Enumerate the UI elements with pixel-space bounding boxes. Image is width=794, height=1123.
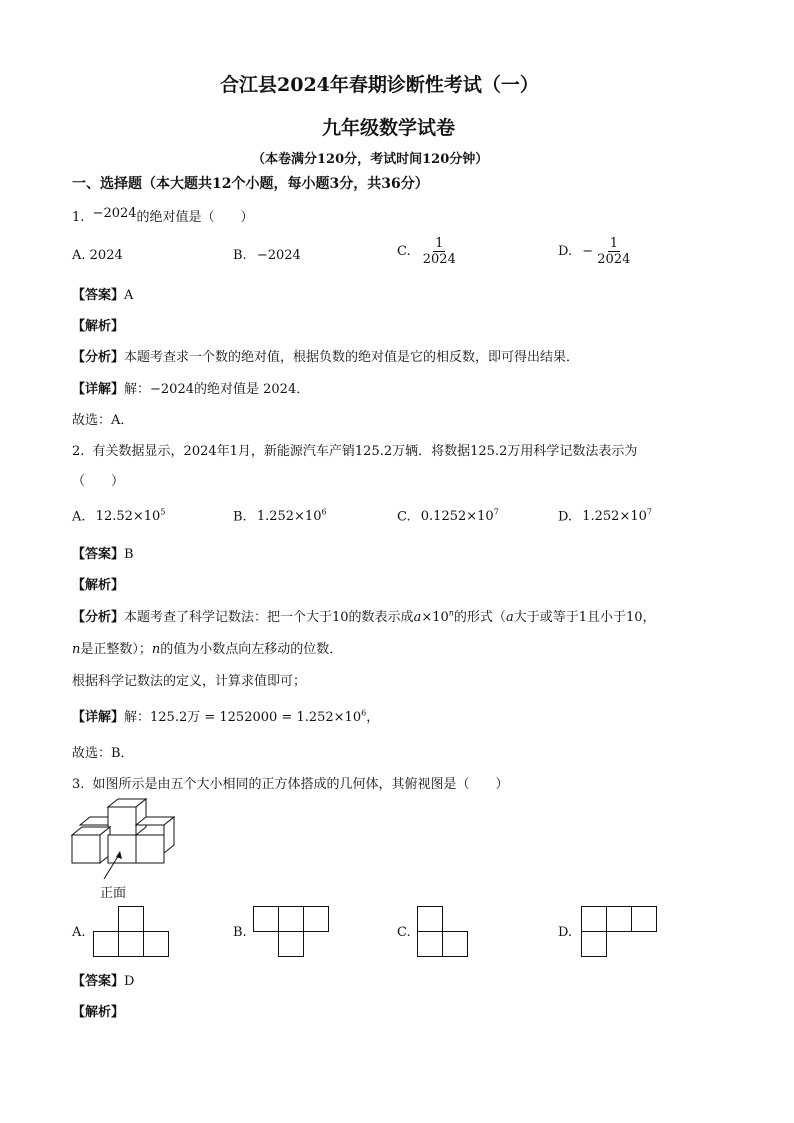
q3-figure-label: 正面 — [100, 886, 127, 901]
q2-number: 2. — [72, 444, 85, 459]
q2-option-a — [72, 508, 165, 524]
q1-option-b-label: B. — [233, 248, 247, 263]
q1-analysis-tag: 【解析】 — [72, 319, 125, 334]
q2-fenxi-line2 — [72, 638, 342, 657]
q3-option-d-label: D. — [558, 925, 573, 940]
q1-option-d-sign: − — [582, 244, 594, 259]
var-a: a — [413, 610, 422, 625]
xiangjie-tag: 【详解】 — [72, 382, 125, 397]
fenxi-text-2: 的形式（ — [453, 610, 506, 625]
answer-value: B — [124, 547, 134, 562]
q1-option-d-fraction — [597, 236, 630, 267]
q3-option-a-figure — [92, 906, 172, 958]
q1-option-a: A. 2024 — [72, 248, 123, 263]
q1-fenxi — [72, 346, 579, 365]
sci-base: 1.252×10 — [582, 509, 647, 525]
answer-tag: 【答案】 — [72, 288, 125, 303]
section-heading: 一、选择题（本大题共12个小题，每小题3分，共36分） — [72, 176, 429, 192]
q2-fenxi — [72, 606, 656, 625]
q3-stem — [72, 773, 509, 792]
q3-option-b-label: B. — [233, 925, 247, 940]
q3-stem-text: 如图所示是由五个大小相同的正方体搭成的几何体，其俯视图是（ ） — [92, 777, 509, 792]
exam-subtitle: 九年级数学试卷 — [322, 117, 456, 139]
sci-exponent: 6 — [361, 708, 367, 718]
q2-answer — [72, 543, 134, 562]
q1-option-c — [397, 236, 456, 267]
q2-option-b — [233, 508, 327, 524]
q2-option-d-label: D. — [558, 509, 573, 525]
sci-exponent: 7 — [646, 508, 652, 517]
fenxi-text-3: 大于或等于1且小于10， — [513, 610, 656, 625]
q3-number: 3. — [72, 777, 85, 792]
q3-analysis-tag: 【解析】 — [72, 1005, 125, 1020]
answer-value: A — [124, 288, 134, 303]
q2-option-a-value — [96, 509, 166, 524]
q3-option-d-figure — [580, 906, 660, 958]
sci-base: 0.1252×10 — [420, 509, 494, 525]
fraction-numerator: 1 — [435, 236, 444, 251]
q1-option-b-value: −2024 — [256, 248, 301, 263]
q2-choice: 故选：B． — [72, 746, 134, 761]
q2-xiangjie — [72, 706, 379, 725]
var-a: a — [505, 610, 514, 625]
xiangjie-text: 解：125.2万 = 1252000 = 1.252×10 — [124, 710, 362, 725]
q2-analysis-tag: 【解析】 — [72, 578, 125, 593]
exam-title: 合江县2024年春期诊断性考试（一） — [220, 74, 539, 96]
fenxi-line2-a: 是正整数）； — [80, 642, 152, 657]
var-n: n — [151, 642, 161, 657]
answer-tag: 【答案】 — [72, 547, 125, 562]
q2-option-b-label: B. — [233, 509, 247, 525]
times-ten: ×10 — [421, 610, 449, 625]
q1-option-c-label: C. — [397, 244, 411, 259]
q2-option-b-value — [257, 509, 327, 524]
q2-option-a-label: A. — [72, 509, 86, 525]
q1-number: 1. — [72, 210, 85, 225]
q2-option-d — [558, 508, 652, 524]
q1-option-c-fraction — [423, 236, 456, 267]
q2-option-c-value — [421, 509, 499, 524]
sci-exponent: 5 — [160, 508, 166, 517]
q2-stem — [72, 440, 637, 459]
fraction-denominator: 2024 — [597, 252, 631, 267]
q1-choice: 故选：A． — [72, 413, 134, 428]
q2-stem-text: 有关数据显示，2024年1月，新能源汽车产销125.2万辆．将数据125.2万用科学记数法表示为 — [92, 444, 638, 459]
sci-exponent: 6 — [321, 508, 327, 517]
q1-option-b — [233, 248, 301, 263]
q3-answer — [72, 970, 134, 989]
exam-note: （本卷满分120分，考试时间120分钟） — [252, 152, 489, 167]
q1-xiangjie — [72, 378, 309, 397]
q1-answer — [72, 284, 133, 303]
fenxi-text: 本题考查了科学记数法：把一个大于10的数表示成 — [124, 610, 414, 625]
answer-tag: 【答案】 — [72, 974, 125, 989]
q3-option-c-figure — [416, 906, 472, 958]
q2-stem-paren: （ ） — [72, 474, 125, 489]
xiangjie-tag: 【详解】 — [72, 710, 125, 725]
var-n-exponent: n — [448, 608, 454, 618]
sci-exponent: 7 — [493, 508, 499, 517]
fraction-denominator: 2024 — [422, 252, 456, 267]
q1-option-d-label: D. — [558, 244, 573, 259]
q1-expr: −2024 — [92, 206, 137, 221]
q2-option-c — [397, 508, 499, 524]
q1-stem-text: 的绝对值是（ ） — [136, 210, 254, 225]
q3-option-c-label: C. — [397, 925, 411, 940]
q2-option-c-label: C. — [397, 509, 411, 525]
fenxi-tag: 【分析】 — [72, 350, 125, 365]
sci-base: 1.252×10 — [256, 509, 322, 525]
answer-value: D — [124, 974, 135, 989]
sci-base: 12.52×10 — [95, 509, 161, 525]
q2-option-d-value — [582, 509, 652, 524]
q3-option-a-label: A. — [72, 925, 86, 940]
fenxi-tag: 【分析】 — [72, 610, 125, 625]
var-n: n — [72, 642, 81, 657]
fraction-numerator: 1 — [609, 236, 618, 251]
q1-option-d — [558, 236, 630, 267]
xiangjie-text: 解：−2024的绝对值是 2024． — [124, 382, 310, 397]
fenxi-text: 本题考查求一个数的绝对值，根据负数的绝对值是它的相反数，即可得出结果． — [124, 350, 580, 365]
fenxi-line2-b: 的值为小数点向左移动的位数． — [160, 642, 343, 657]
xiangjie-end: ， — [366, 710, 380, 725]
q3-option-b-figure — [252, 906, 332, 958]
q1-stem — [72, 206, 254, 225]
q2-line3: 根据科学记数法的定义，计算求值即可； — [72, 674, 307, 689]
